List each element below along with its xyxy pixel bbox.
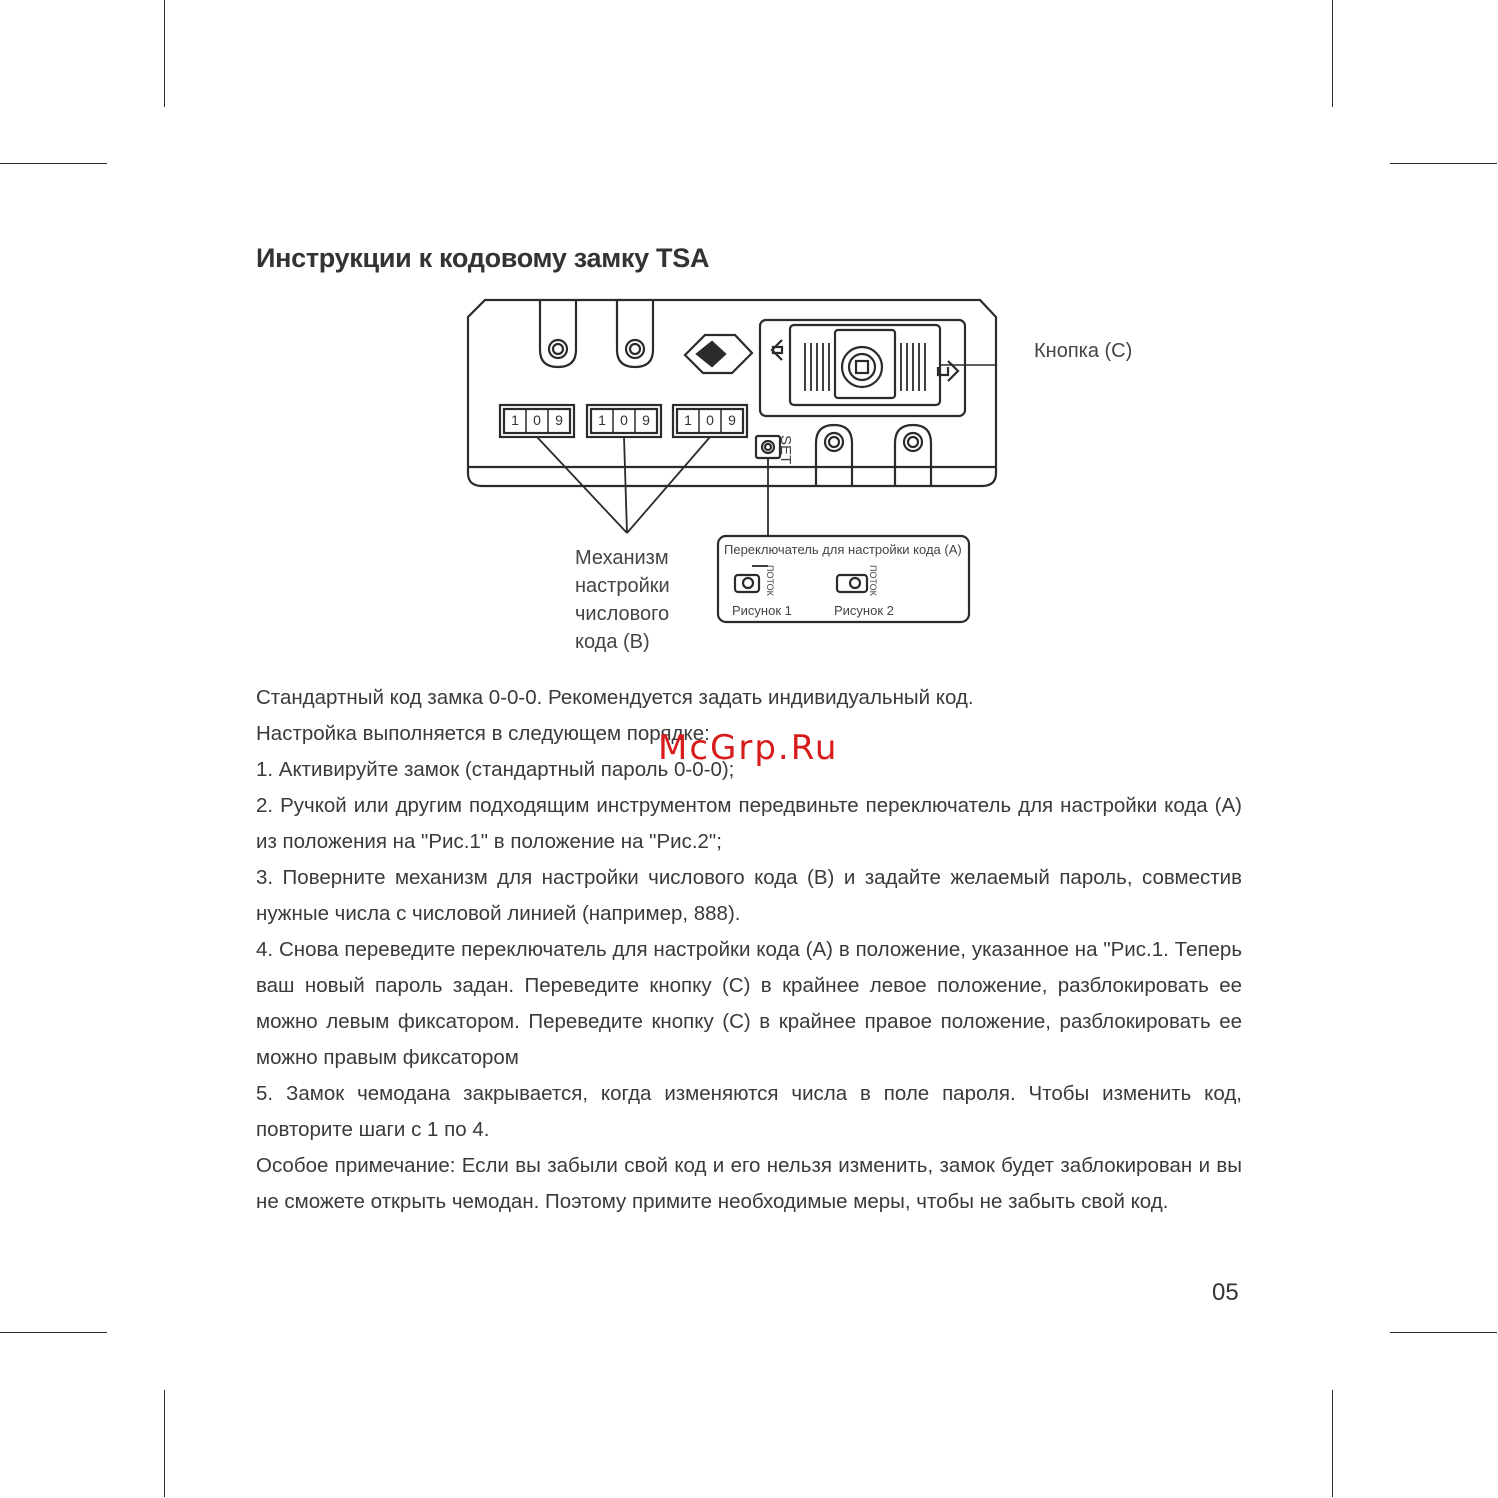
crop-mark xyxy=(1390,163,1497,164)
step-2: 2. Ручкой или другим подходящим инструментом передвиньте переключатель для настройки кода (А) из положения на "Рис.1" в положение на "Рис.2"; xyxy=(256,794,1242,853)
dial-digit: 0 xyxy=(533,412,541,428)
page-title: Инструкции к кодовому замку TSA xyxy=(256,243,710,273)
potok-label: ПОТОК xyxy=(765,565,775,596)
dial-digit: 9 xyxy=(555,412,563,428)
crop-mark xyxy=(0,1332,107,1333)
crop-mark xyxy=(1332,0,1333,107)
figure-1-label: Рисунок 1 xyxy=(732,603,792,618)
special-note: Особое примечание: Если вы забыли свой код и его нельзя изменить, замок будет заблокирован и вы не сможете открыть чемодан. Поэтому примите необходимые меры, чтобы не забыть свой код. xyxy=(256,1154,1242,1213)
dial-digit: 9 xyxy=(728,412,736,428)
dial-digit: 1 xyxy=(598,412,606,428)
crop-mark xyxy=(1332,1390,1333,1497)
paragraph: Стандартный код замка 0-0-0. Рекомендуется задать индивидуальный код. xyxy=(256,686,974,709)
dial-digit: 9 xyxy=(642,412,650,428)
step-4: 4. Снова переведите переключатель для настройки кода (А) в положение, указанное на "Рис.1. Теперь ваш новый пароль задан. Переведите кнопку (С) в крайнее левое положение, разблокировать ее можно левым фиксатором. Переведите кнопку (С) в крайнее правое положение, разблокировать ее можно правым фиксатором xyxy=(256,938,1242,1069)
crop-mark xyxy=(164,0,165,107)
dial-digit: 1 xyxy=(684,412,692,428)
page-number: 05 xyxy=(1212,1279,1239,1306)
crop-mark xyxy=(0,163,107,164)
potok-label: ПОТОК xyxy=(868,565,878,596)
switch-a-label: Переключатель для настройки кода (А) xyxy=(724,542,962,557)
crop-mark xyxy=(164,1390,165,1497)
watermark: McGrp.Ru xyxy=(658,728,839,768)
paragraph: Настройка выполняется в следующем порядке: xyxy=(256,722,710,745)
dial-digit: 1 xyxy=(511,412,519,428)
step-5: 5. Замок чемодана закрывается, когда изменяются числа в поле пароля. Чтобы изменить код, повторите шаги с 1 по 4. xyxy=(256,1082,1242,1141)
dial-digit: 0 xyxy=(706,412,714,428)
figure-2-label: Рисунок 2 xyxy=(834,603,894,618)
dial-digit: 0 xyxy=(620,412,628,428)
button-c-label: Кнопка (С) xyxy=(1034,340,1133,362)
step-1: 1. Активируйте замок (стандартный пароль 0-0-0); xyxy=(256,758,735,781)
set-label: SET xyxy=(777,435,794,465)
lock-diagram xyxy=(460,295,1133,670)
step-3: 3. Поверните механизм для настройки числового кода (В) и задайте желаемый пароль, совместив нужные числа с числовой линией (например, 888). xyxy=(256,866,1242,925)
mechanism-b-label: Механизм настройки числового кода (В) xyxy=(575,547,670,653)
crop-mark xyxy=(1390,1332,1497,1333)
